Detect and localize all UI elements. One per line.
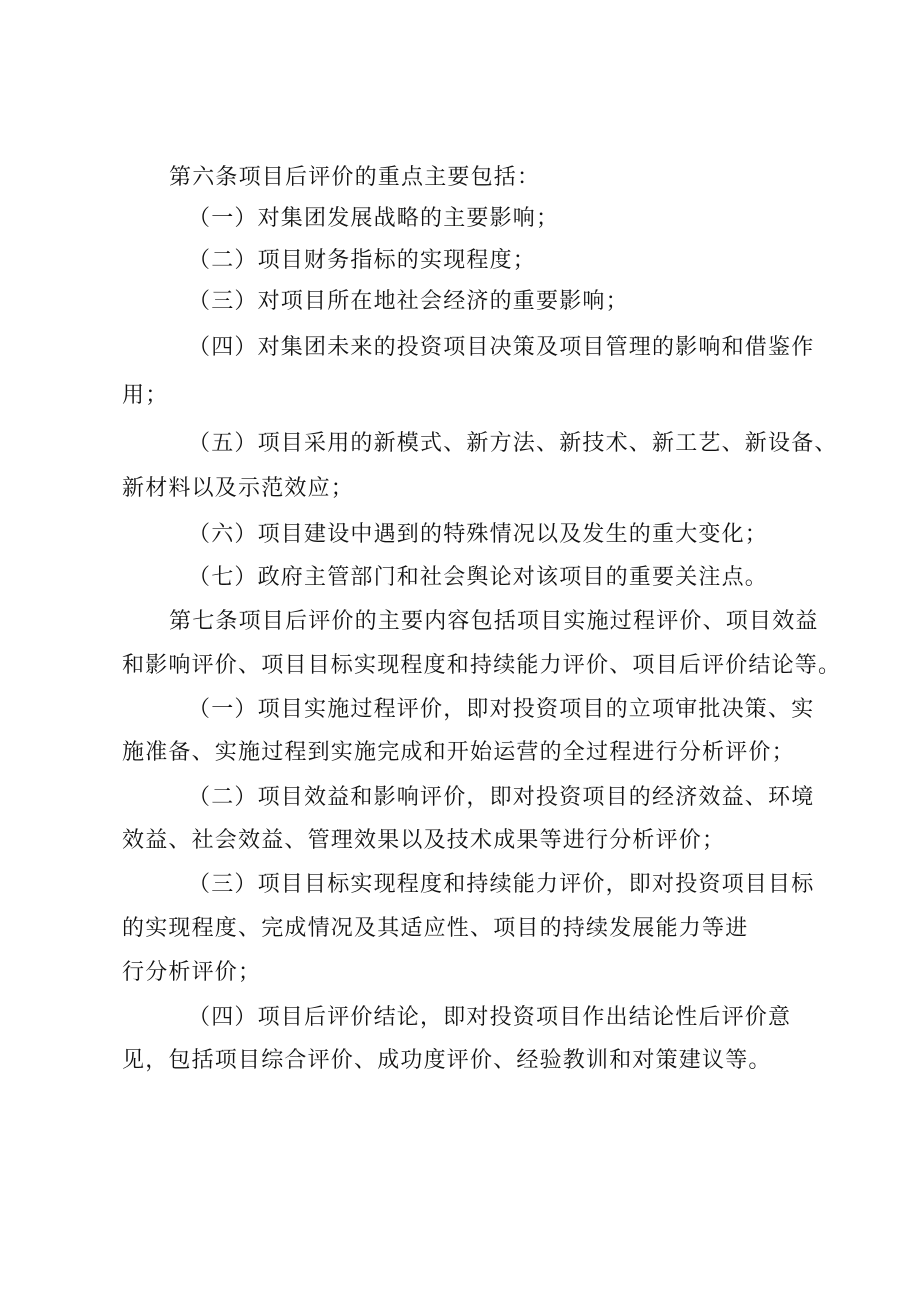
article-7-item-1: （一）项目实施过程评价，即对投资项目的立项审批决策、实 [188,697,815,722]
article-6-item-4-cont: 用； [122,383,169,408]
article-6-heading: 第六条项目后评价的重点主要包括： [169,165,541,190]
article-7-item-4: （四）项目后评价结论，即对投资项目作出结论性后评价意 [188,1005,792,1030]
article-7-item-3-cont-2: 行分析评价； [122,960,262,985]
article-7-item-2-cont: 效益、社会效益、管理效果以及技术成果等进行分析评价； [122,828,726,853]
article-7-item-3-cont: 的实现程度、完成情况及其适应性、项目的持续发展能力等进 [122,916,749,941]
article-6-item-4: （四）对集团未来的投资项目决策及项目管理的影响和借鉴作 [188,335,815,360]
article-6-item-7: （七）政府主管部门和社会舆论对该项目的重要关注点。 [188,565,769,590]
article-7-item-3: （三）项目目标实现程度和持续能力评价，即对投资项目目标 [188,872,815,897]
article-6-item-5-cont: 新材料以及示范效应； [122,476,355,501]
article-7-item-4-cont: 见，包括项目综合评价、成功度评价、经验教训和对策建议等。 [122,1048,772,1073]
article-7-heading-cont: 和影响评价、项目目标实现程度和持续能力评价、项目后评价结论等。 [122,653,842,678]
article-7-item-1-cont: 施准备、实施过程到实施完成和开始运营的全过程进行分析评价； [122,740,795,765]
article-6-item-5: （五）项目采用的新模式、新方法、新技术、新工艺、新设备、 [188,431,838,456]
article-6-item-3: （三）对项目所在地社会经济的重要影响； [188,289,629,314]
article-6-item-6: （六）项目建设中遇到的特殊情况以及发生的重大变化； [188,522,769,547]
article-6-item-2: （二）项目财务指标的实现程度； [188,248,537,273]
article-7-item-2: （二）项目效益和影响评价，即对投资项目的经济效益、环境 [188,785,815,810]
article-7-heading: 第七条项目后评价的主要内容包括项目实施过程评价、项目效益 [169,609,819,634]
article-6-item-1: （一）对集团发展战略的主要影响； [188,206,560,231]
